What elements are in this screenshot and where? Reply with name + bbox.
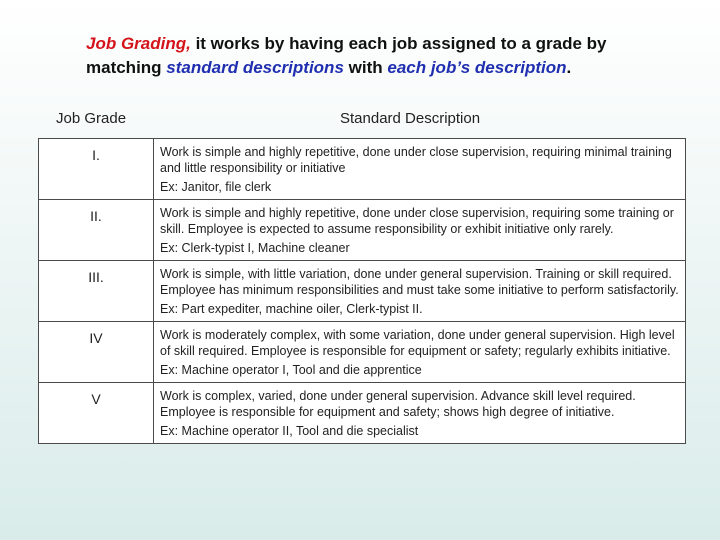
description-cell bbox=[154, 200, 686, 261]
column-header-job-grade: Job Grade bbox=[56, 110, 127, 127]
title-text-2: with bbox=[343, 58, 388, 77]
description-text: Work is moderately complex, with some variation, done under general supervision. High level of skill required. Employee is responsible for equipment or safety; regularly exhibits initiative. bbox=[160, 328, 675, 358]
example-text: Ex: Machine operator I, Tool and die apprentice bbox=[160, 363, 422, 377]
example-text: Ex: Janitor, file clerk bbox=[160, 180, 272, 194]
description-text: Work is simple and highly repetitive, done under close supervision, requiring minimal training and little responsibility or initiative bbox=[160, 145, 672, 175]
title-job-description: each job’s description bbox=[387, 58, 567, 77]
grade-cell: IV bbox=[39, 322, 154, 383]
title-job-grading: Job Grading, bbox=[86, 34, 191, 53]
description-cell bbox=[154, 322, 686, 383]
description-cell bbox=[154, 139, 686, 200]
description-text: Work is simple and highly repetitive, done under close supervision, requiring some training or skill. Employee is expected to assume responsibility or exhibit initiative only rarely. bbox=[160, 206, 674, 236]
title-period: . bbox=[566, 58, 572, 77]
grade-cell: II. bbox=[39, 200, 154, 261]
description-cell bbox=[154, 261, 686, 322]
table-row bbox=[39, 139, 686, 200]
table-row bbox=[39, 383, 686, 444]
title-standard-descriptions: standard descriptions bbox=[166, 58, 344, 77]
grade-cell: I. bbox=[39, 139, 154, 200]
table-row bbox=[39, 200, 686, 261]
example-text: Ex: Clerk-typist I, Machine cleaner bbox=[160, 241, 350, 255]
grade-cell: III. bbox=[39, 261, 154, 322]
example-text: Ex: Part expediter, machine oiler, Clerk-typist II. bbox=[160, 302, 423, 316]
slide-title bbox=[86, 32, 686, 80]
column-header-standard-description: Standard Description bbox=[340, 110, 481, 127]
description-text: Work is simple, with little variation, done under general supervision. Training or skill required. Employee has minimum responsibilities and must take some initiative to perform satisfactorily. bbox=[160, 267, 679, 297]
example-text: Ex: Machine operator II, Tool and die specialist bbox=[160, 424, 419, 438]
title-text-1: it works by having each job assigned to a grade by matching bbox=[86, 34, 607, 77]
job-grade-table bbox=[38, 138, 686, 444]
description-cell bbox=[154, 383, 686, 444]
table-row bbox=[39, 322, 686, 383]
grade-cell: V bbox=[39, 383, 154, 444]
table-row bbox=[39, 261, 686, 322]
description-text: Work is complex, varied, done under general supervision. Advance skill level required. Employee is responsible for equipment and safety; shows high degree of initiative. bbox=[160, 389, 636, 419]
